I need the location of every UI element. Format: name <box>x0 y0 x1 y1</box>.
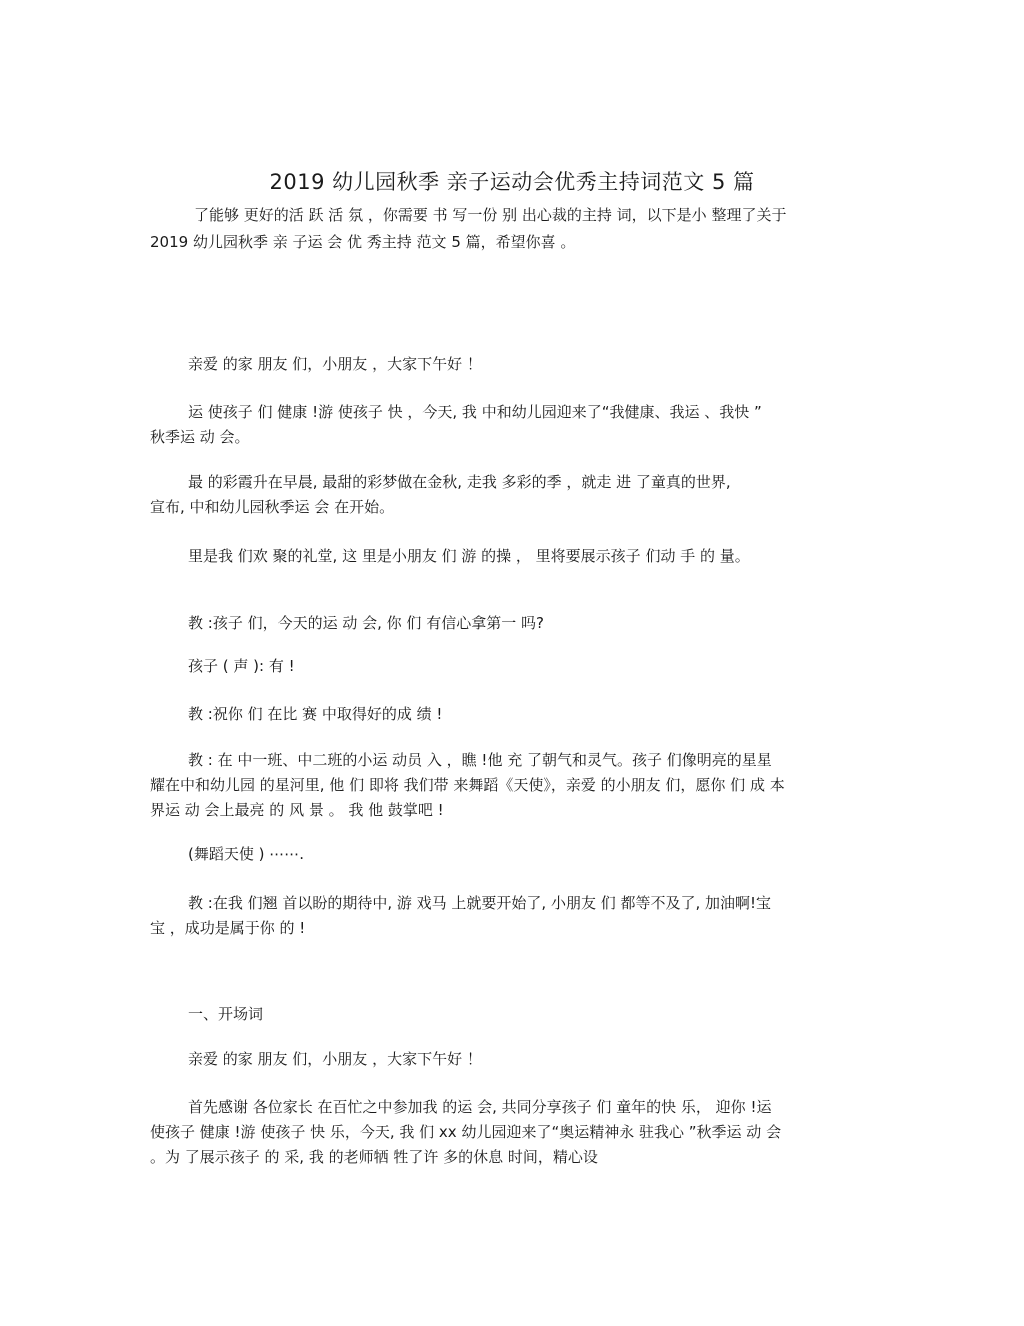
paragraph-line: 亲爱 的家 朋友 们，小朋友 ，大家下午好 ！ <box>188 1050 482 1068</box>
paragraph-opening <box>150 400 870 450</box>
paragraph-teacher-question <box>150 611 870 636</box>
intro-paragraph <box>150 202 870 256</box>
document-title: 2019 幼儿园秋季 亲子运动会优秀主持词范文 5 篇 <box>269 170 755 194</box>
paragraph-line: 教 : 在 中一班、中二班的小运 动员 入 ，瞧 !他 充 了朝气和灵气。孩子 们像明亮的星星 <box>188 751 772 769</box>
section-heading-opening <box>150 1002 870 1027</box>
paragraph-line: 秋季运 动 会。 <box>150 428 250 446</box>
paragraph-line: 界运 动 会上最亮 的 风 景 。 我 他 鼓掌吧 ! <box>150 801 444 819</box>
paragraph-greeting-2 <box>150 1047 870 1072</box>
intro-line: 了能够 更好的活 跃 活 氛 ，你需要 书 写一份 别 出心裁的主持 词，以下是小 整理了关于 <box>194 206 787 224</box>
intro-line: 2019 幼儿园秋季 亲 子运 会 优 秀主持 范文 5 篇，希望你喜 。 <box>150 233 576 251</box>
paragraph-greeting <box>150 352 870 377</box>
paragraph-line: 宣布, 中和幼儿园秋季运 会 在开始。 <box>150 498 395 516</box>
paragraph-line: 最 的彩霞升在早晨, 最甜的彩梦做在金秋, 走我 多彩的季 ，就走 进 了童真的世界, <box>188 473 731 491</box>
paragraph-line: (舞蹈天使 ) ⋯⋯. <box>188 845 305 863</box>
paragraph-line: 运 使孩子 们 健康 !游 使孩子 快 ，今天, 我 中和幼儿园迎来了“我健康、我运 、我快 ” <box>188 403 762 421</box>
paragraph-line: 一、开场词 <box>188 1005 264 1023</box>
paragraph-line: 。为 了展示孩子 的 采, 我 的老师牺 牲了许 多的休息 时间，精心设 <box>150 1148 598 1166</box>
paragraph-autumn <box>150 470 870 520</box>
paragraph-line: 教 :祝你 们 在比 赛 中取得好的成 绩 ! <box>188 705 443 723</box>
paragraph-line: 教 :孩子 们，今天的运 动 会, 你 们 有信心拿第一 吗? <box>188 614 544 632</box>
paragraph-line: 耀在中和幼儿园 的星河里, 他 们 即将 我们带 来舞蹈《天使》，亲爱 的小朋友 们，愿你 们 成 本 <box>150 776 785 794</box>
paragraph-hall <box>150 544 870 569</box>
paragraph-line: 亲爱 的家 朋友 们，小朋友 ，大家下午好 ！ <box>188 355 482 373</box>
paragraph-dance <box>150 842 870 867</box>
paragraph-athletes-entry <box>150 748 870 823</box>
paragraph-line: 教 :在我 们翘 首以盼的期待中, 游 戏马 上就要开始了, 小朋友 们 都等不及了, 加油啊!宝 <box>188 894 772 912</box>
paragraph-teacher-wish <box>150 702 870 727</box>
paragraph-line: 首先感谢 各位家长 在百忙之中参加我 的运 会, 共同分享孩子 们 童年的快 乐， 迎你 !运 <box>188 1098 772 1116</box>
paragraph-line: 里是我 们欢 聚的礼堂, 这 里是小朋友 们 游 的操 ， 里将要展示孩子 们动 手 的 量。 <box>188 547 750 565</box>
paragraph-line: 宝 ，成功是属于你 的 ! <box>150 919 306 937</box>
paragraph-line: 使孩子 健康 !游 使孩子 快 乐，今天, 我 们 xx 幼儿园迎来了“奥运精神永 驻我心 ”秋季运 动 会 <box>150 1123 782 1141</box>
paragraph-children-answer <box>150 654 870 679</box>
paragraph-thanks <box>150 1095 870 1170</box>
paragraph-line: 孩子 ( 声 ): 有 ! <box>188 657 295 675</box>
paragraph-games-start <box>150 891 870 941</box>
